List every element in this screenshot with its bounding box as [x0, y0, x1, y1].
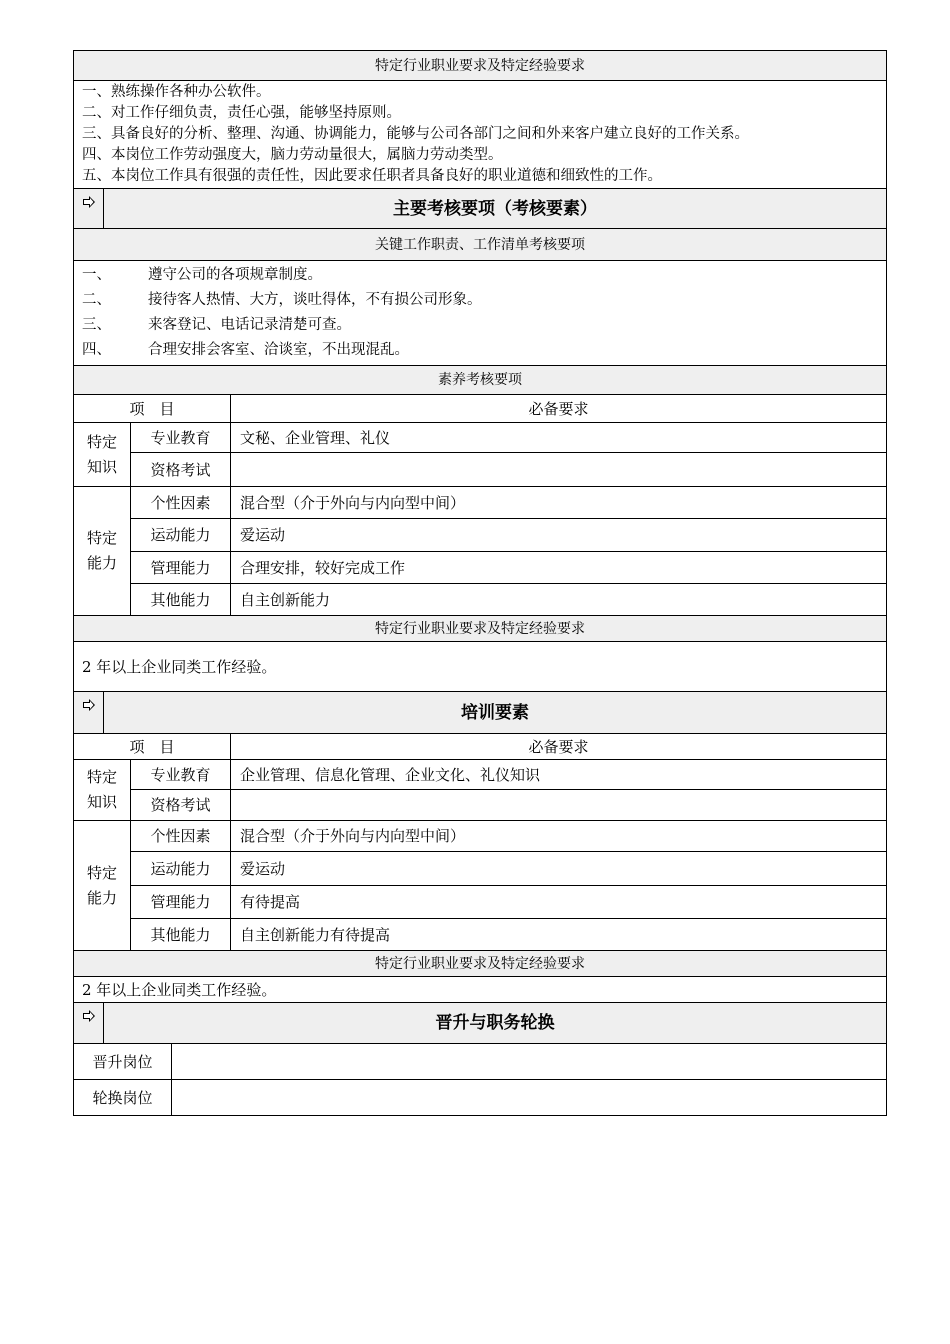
row-label: 晋升岗位 [74, 1044, 172, 1080]
group-label-ability: 特定 能力 [74, 821, 131, 951]
row-label: 运动能力 [131, 852, 231, 886]
row-value: 混合型（介于外向与内向型中间） [231, 821, 887, 852]
col-requirement-header: 必备要求 [231, 734, 887, 760]
list-item: 二、对工作仔细负责，责任心强，能够坚持原则。 [82, 105, 401, 121]
group-label-knowledge: 特定 知识 [74, 423, 131, 487]
row-label: 运动能力 [131, 519, 231, 552]
row-label: 管理能力 [131, 552, 231, 584]
promotion-table [73, 1043, 887, 1116]
row-value [172, 1080, 887, 1116]
row-label: 管理能力 [131, 886, 231, 919]
arrow-cell [74, 692, 104, 734]
row-value: 合理安排，较好完成工作 [231, 552, 887, 584]
row-label: 资格考试 [131, 790, 231, 821]
assessment-table [73, 50, 887, 1044]
list-item: 五、本岗位工作具有很强的责任性，因此要求任职者具备良好的职业道德和细致性的工作。 [82, 168, 662, 184]
row-label: 资格考试 [131, 453, 231, 487]
section-header: 特定行业职业要求及特定经验要求 [74, 616, 887, 642]
duties-list [74, 261, 887, 366]
arrow-cell [74, 1003, 104, 1044]
arrow-cell [74, 189, 104, 229]
list-item: 三、具备良好的分析、整理、沟通、协调能力，能够与公司各部门之间和外来客户建立良好的工作关系。 [82, 126, 749, 142]
col-item-header: 项 目 [74, 395, 231, 423]
section-title: 晋升与职务轮换 [104, 1003, 887, 1044]
section-title: 主要考核要项（考核要素） [104, 189, 887, 229]
list-item: 一、 遵守公司的各项规章制度。 [82, 267, 322, 283]
row-value: 有待提高 [231, 886, 887, 919]
row-value: 企业管理、信息化管理、企业文化、礼仪知识 [231, 760, 887, 790]
list-item: 三、 来客登记、电话记录清楚可查。 [82, 317, 351, 333]
row-label: 轮换岗位 [74, 1080, 172, 1116]
section-header: 特定行业职业要求及特定经验要求 [74, 51, 887, 81]
row-value: 爱运动 [231, 519, 887, 552]
col-requirement-header: 必备要求 [231, 395, 887, 423]
requirements-list [74, 81, 887, 189]
row-value [231, 453, 887, 487]
row-value [231, 790, 887, 821]
row-value: 文秘、企业管理、礼仪 [231, 423, 887, 453]
experience-text: 2 年以上企业同类工作经验。 [74, 642, 887, 692]
group-label-ability: 特定 能力 [74, 487, 131, 616]
row-value: 爱运动 [231, 852, 887, 886]
row-value: 自主创新能力有待提高 [231, 919, 887, 951]
row-value: 混合型（介于外向与内向型中间） [231, 487, 887, 519]
arrow-right-icon [82, 698, 96, 712]
row-label: 其他能力 [131, 919, 231, 951]
section-header: 特定行业职业要求及特定经验要求 [74, 951, 887, 977]
list-item: 四、本岗位工作劳动强度大，脑力劳动量很大，属脑力劳动类型。 [82, 147, 503, 163]
row-label: 其他能力 [131, 584, 231, 616]
col-item-header: 项 目 [74, 734, 231, 760]
section-title: 培训要素 [104, 692, 887, 734]
section-header: 素养考核要项 [74, 366, 887, 395]
row-label: 专业教育 [131, 760, 231, 790]
group-label-knowledge: 特定 知识 [74, 760, 131, 821]
row-value: 自主创新能力 [231, 584, 887, 616]
experience-text: 2 年以上企业同类工作经验。 [74, 977, 887, 1003]
row-label: 个性因素 [131, 487, 231, 519]
list-item: 二、 接待客人热情、大方，谈吐得体，不有损公司形象。 [82, 292, 482, 308]
row-label: 个性因素 [131, 821, 231, 852]
section-header: 关键工作职责、工作清单考核要项 [74, 229, 887, 261]
list-item: 四、 合理安排会客室、洽谈室，不出现混乱。 [82, 342, 409, 358]
list-item: 一、熟练操作各种办公软件。 [82, 84, 271, 100]
job-description-page [73, 50, 886, 1116]
row-value [172, 1044, 887, 1080]
arrow-right-icon [82, 1009, 96, 1023]
arrow-right-icon [82, 195, 96, 209]
row-label: 专业教育 [131, 423, 231, 453]
